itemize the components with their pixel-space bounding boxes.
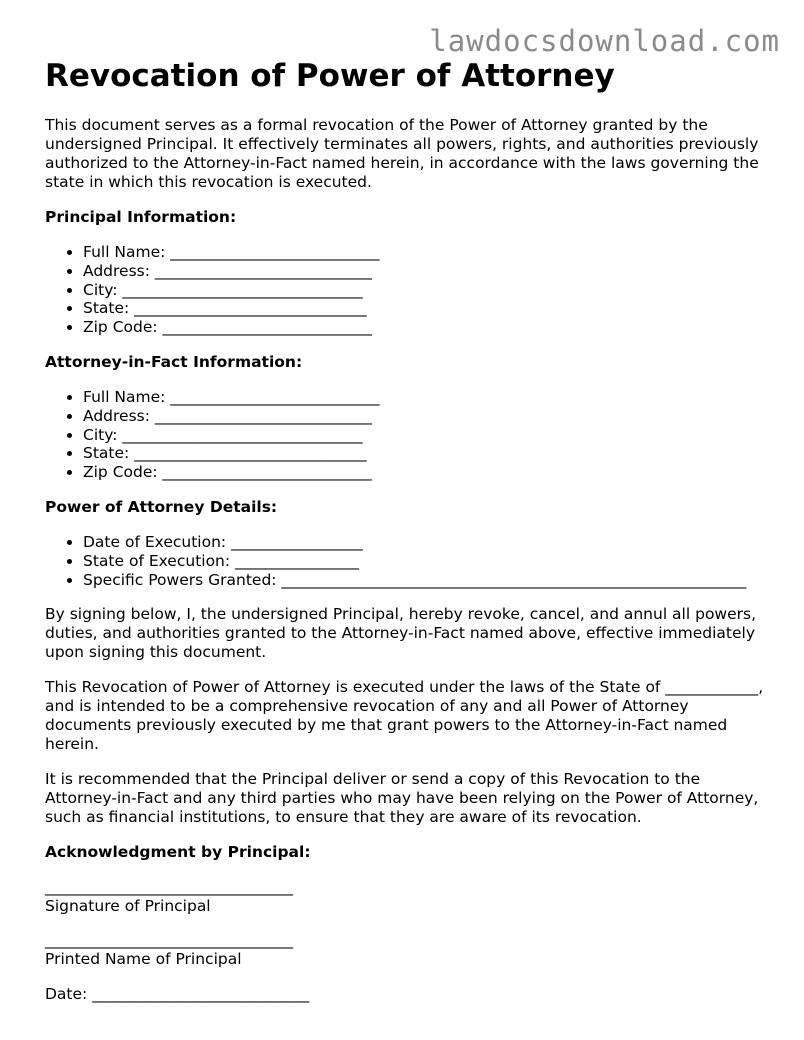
- principal-state-field[interactable]: • State: ______________________________: [83, 299, 775, 318]
- acknowledgment-heading: Acknowledgment by Principal:: [45, 843, 311, 862]
- attorney-fields: [45, 388, 775, 482]
- attorney-city-field[interactable]: • City: _______________________________: [83, 426, 775, 445]
- governing-law-paragraph: This Revocation of Power of Attorney is executed under the laws of the State of ____________, and is intended to be a comprehensive revocation of any and all Power of Attorney documents previously executed by me that grant powers to the Attorney-in-Fact named herein.: [45, 678, 764, 754]
- document-title: Revocation of Power of Attorney: [45, 58, 615, 94]
- attorney-full-name-field[interactable]: • Full Name: ___________________________: [83, 388, 775, 407]
- attorney-zip-field[interactable]: • Zip Code: ___________________________: [83, 463, 775, 482]
- date-field[interactable]: Date: ____________________________: [45, 985, 310, 1004]
- printed-name-label: Printed Name of Principal: [45, 950, 242, 969]
- principal-address-field[interactable]: • Address: ____________________________: [83, 262, 775, 281]
- principal-zip-field[interactable]: • Zip Code: ___________________________: [83, 318, 775, 337]
- printed-name-block: [45, 931, 775, 969]
- signature-line[interactable]: ________________________________: [45, 878, 293, 897]
- signature-block: [45, 878, 775, 916]
- principal-fields: [45, 243, 775, 337]
- watermark: lawdocsdownload.com: [429, 24, 780, 58]
- details-fields: [45, 533, 775, 589]
- revocation-paragraph: By signing below, I, the undersigned Principal, hereby revoke, cancel, and annul all powers, duties, and authorities granted to the Attorney-in-Fact named above, effective immediately upon signing this document.: [45, 605, 757, 662]
- document-page: [45, 58, 775, 1004]
- attorney-address-field[interactable]: • Address: ____________________________: [83, 407, 775, 426]
- specific-powers-field[interactable]: • Specific Powers Granted: ____________________________________________________________: [83, 571, 775, 590]
- principal-heading: Principal Information:: [45, 208, 237, 226]
- attorney-state-field[interactable]: • State: ______________________________: [83, 444, 775, 463]
- signature-label: Signature of Principal: [45, 897, 211, 916]
- printed-name-line[interactable]: ________________________________: [45, 931, 293, 950]
- state-of-execution-field[interactable]: • State of Execution: ________________: [83, 552, 775, 571]
- recommendation-paragraph: It is recommended that the Principal deliver or send a copy of this Revocation to the Attorney-in-Fact and any third parties who may have been relying on the Power of Attorney, such as financial institutions, to ensure that they are aware of its revocation.: [45, 770, 759, 827]
- principal-city-field[interactable]: • City: _______________________________: [83, 281, 775, 300]
- principal-full-name-field[interactable]: • Full Name: ___________________________: [83, 243, 775, 262]
- date-of-execution-field[interactable]: • Date of Execution: _________________: [83, 533, 775, 552]
- details-heading: Power of Attorney Details:: [45, 497, 278, 516]
- intro-paragraph: This document serves as a formal revocation of the Power of Attorney granted by the undersigned Principal. It effectively terminates all powers, rights, and authorities previously authorized to the Attorney-in-Fact named herein, in accordance with the laws governing the state in which this revocation is executed.: [45, 116, 759, 191]
- attorney-heading: Attorney-in-Fact Information:: [45, 352, 303, 371]
